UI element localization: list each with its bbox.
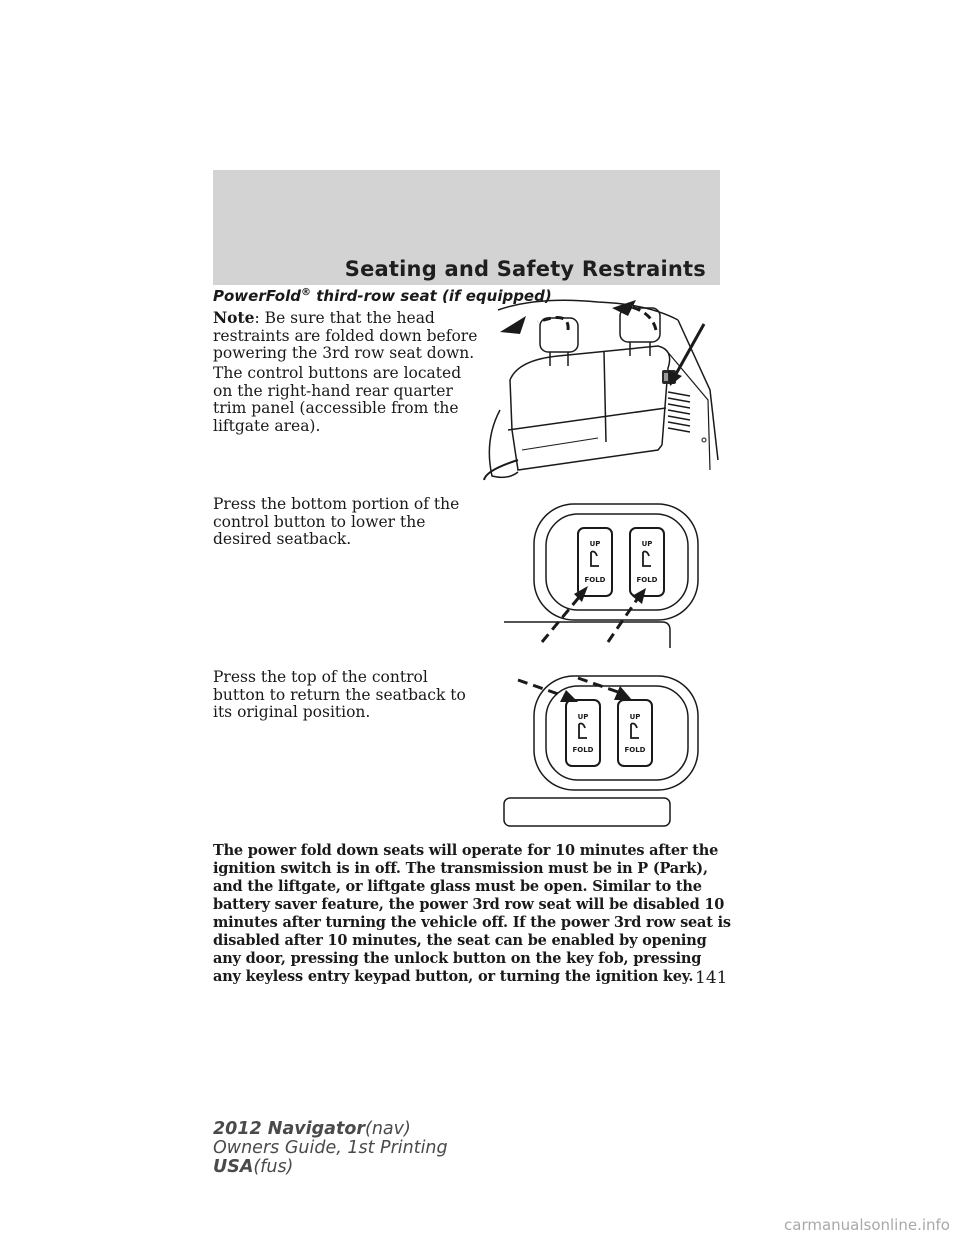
up-pointer-right — [578, 678, 618, 692]
note-paragraph — [213, 309, 478, 363]
heading-powerfold: PowerFold — [213, 287, 301, 305]
footer-market-code: (fus) — [253, 1157, 294, 1177]
fold-arrow-left-icon — [500, 316, 526, 334]
footer-model-code: (nav) — [365, 1119, 411, 1139]
footer-line-2: Owners Guide, 1st Printing — [213, 1138, 448, 1158]
right-seat-icon — [643, 552, 651, 567]
header-band — [213, 170, 720, 285]
right-seat-icon — [631, 724, 639, 739]
raise-button-illustration — [502, 672, 702, 830]
right-up-label: UP — [641, 540, 653, 548]
fold-pointer-left — [542, 596, 580, 642]
vent-grille — [668, 392, 690, 432]
right-up-label: UP — [629, 713, 641, 721]
left-seat-icon — [591, 552, 599, 567]
heading-rest: third-row seat (if equipped) — [316, 287, 552, 305]
page-number: 141 — [695, 968, 728, 988]
left-fold-label: FOLD — [572, 746, 594, 754]
right-fold-label: FOLD — [624, 746, 646, 754]
footer-market: USA — [213, 1157, 254, 1177]
third-row-seat-illustration — [478, 290, 728, 490]
fold-button-illustration — [502, 500, 702, 650]
left-seat-icon — [579, 724, 587, 739]
footer-line-3 — [213, 1158, 448, 1177]
watermark: carmanualsonline.info — [784, 1216, 950, 1234]
up-pointer-left-icon — [560, 690, 578, 702]
footer — [213, 1120, 448, 1177]
location-paragraph: The control buttons are located on the right-hand rear quarter trim panel (accessible from the liftgate area). — [213, 364, 462, 435]
power-fold-info-paragraph: The power fold down seats will operate for 10 minutes after the ignition switch is in off. The transmission must be in P (Park), and the liftgate, or liftgate glass must be open. Similar to the battery saver feature, the power 3rd row seat will be disabled 10 minutes after turning the vehicle off. If the power 3rd row seat is disabled after 10 minutes, the seat can be enabled by opening any door, pressing the unlock button on the key fob, pressing any keyless entry keypad button, or turning the ignition key. — [213, 842, 731, 985]
note-label: Note — [213, 308, 255, 327]
lower-seat-paragraph: Press the bottom portion of the control button to lower the desired seatback. — [213, 495, 460, 548]
right-fold-label: FOLD — [636, 576, 658, 584]
footer-model: 2012 Navigator — [213, 1119, 366, 1139]
left-seat-button — [578, 528, 612, 596]
note-text: : Be sure that the head restraints are folded down before powering the 3rd row seat down. — [213, 309, 478, 362]
registered-mark: ® — [301, 287, 311, 298]
left-fold-label: FOLD — [584, 576, 606, 584]
right-seat-button — [630, 528, 664, 596]
right-seat-button — [618, 700, 652, 766]
page-header-title: Seating and Safety Restraints — [344, 257, 706, 281]
left-seat-button — [566, 700, 600, 766]
raise-seat-paragraph: Press the top of the control button to return the seatback to its original position. — [213, 668, 466, 721]
left-up-label: UP — [589, 540, 601, 548]
left-up-label: UP — [577, 713, 589, 721]
footer-line-1 — [213, 1120, 448, 1139]
